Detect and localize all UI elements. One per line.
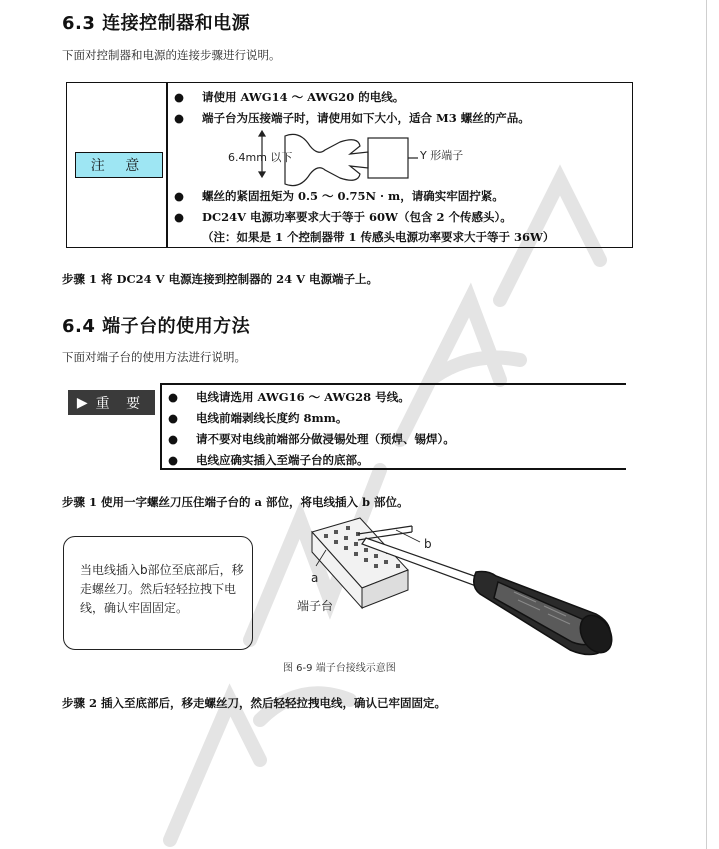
important-top-rule [160, 383, 626, 385]
notice-tag: 注 意 [75, 152, 163, 178]
label-a: a [311, 571, 319, 585]
notice-note: （注：如果是 1 个控制器带 1 传感头电源功率要求大于等于 36W） [202, 230, 555, 244]
important-bullet-text: 请不要对电线前端部分做浸锡处理（预焊、锡焊）。 [196, 432, 455, 446]
figure-caption: 图 6-9 端子台接线示意图 [283, 663, 396, 674]
important-bullet: ● 电线应确实插入至端子台的底部。 [168, 453, 369, 467]
important-left-rule [160, 383, 162, 470]
section-intro-6-3: 下面对控制器和电源的连接步骤进行说明。 [62, 48, 281, 62]
important-bullet: ● 请不要对电线前端部分做浸锡处理（预焊、锡焊）。 [168, 432, 455, 446]
label-terminal-block: 端子台 [297, 599, 334, 613]
notice-bullet-text: DC24V 电源功率要求大于等于 60W（包含 2 个传感头）。 [202, 210, 512, 224]
callout-note [63, 536, 253, 650]
label-b: b [424, 537, 432, 551]
important-tag-label: 重 要 [95, 395, 147, 412]
important-bottom-rule [160, 468, 626, 470]
important-bullet: ● 电线前端剥线长度约 8mm。 [168, 411, 348, 425]
notice-bullet: ● 请使用 AWG14 ～ AWG20 的电线。 [174, 90, 405, 104]
notice-bullet-text: 端子台为压接端子时，请使用如下大小，适合 M3 螺丝的产品。 [202, 111, 530, 125]
section-title-6-4: 6.4 端子台的使用方法 [62, 316, 251, 337]
terminal-type-label: Y 形端子 [420, 149, 464, 162]
important-bullet-text: 电线应确实插入至端子台的底部。 [196, 453, 369, 467]
play-triangle-icon: ▶ [76, 394, 88, 411]
notice-bullet-text: 螺丝的紧固扭矩为 0.5 ～ 0.75N · m，请确实牢固拧紧。 [202, 189, 504, 203]
important-bullet: ● 电线请选用 AWG16 ～ AWG28 号线。 [168, 390, 410, 404]
notice-bullet-text: 请使用 AWG14 ～ AWG20 的电线。 [202, 90, 405, 104]
section-title-6-3: 6.3 连接控制器和电源 [62, 13, 251, 34]
section-intro-6-4: 下面对端子台的使用方法进行说明。 [62, 350, 246, 364]
callout-text: 当电线插入b部位至底部后，移走螺丝刀。然后轻轻拉拽下电线，确认牢固固定。 [80, 563, 244, 615]
notice-bullet: ● DC24V 电源功率要求大于等于 60W（包含 2 个传感头）。 [174, 210, 512, 224]
terminal-size-label: 6.4mm 以下 [228, 151, 293, 164]
notice-bullet: ● 螺丝的紧固扭矩为 0.5 ～ 0.75N · m，请确实牢固拧紧。 [174, 189, 504, 203]
terminal-screwdriver-illustration [300, 510, 620, 660]
important-tag [68, 390, 155, 415]
important-bullet-text: 电线前端剥线长度约 8mm。 [196, 411, 348, 425]
step-1-insert: 步骤 1 使用一字螺丝刀压住端子台的 a 部位，将电线插入 b 部位。 [62, 495, 409, 509]
step-2-remove: 步骤 2 插入至底部后，移走螺丝刀，然后轻轻拉拽电线，确认已牢固固定。 [62, 696, 447, 710]
notice-bullet: ● 端子台为压接端子时，请使用如下大小，适合 M3 螺丝的产品。 [174, 111, 530, 125]
notice-divider [166, 82, 168, 247]
step-1-power: 步骤 1 将 DC24 V 电源连接到控制器的 24 V 电源端子上。 [62, 272, 379, 286]
important-bullet-text: 电线请选用 AWG16 ～ AWG28 号线。 [196, 390, 410, 404]
